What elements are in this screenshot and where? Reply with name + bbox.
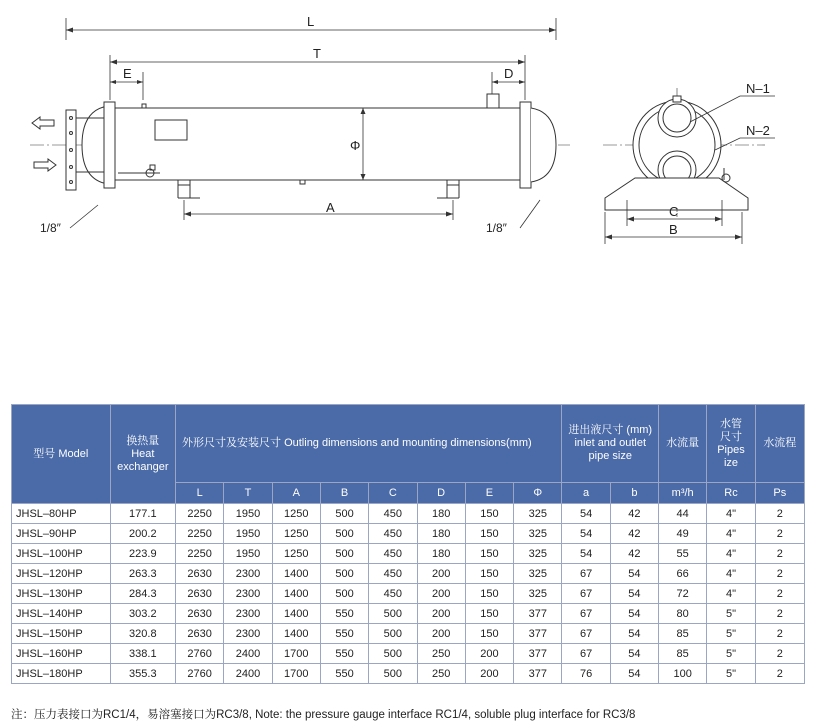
table-row: [12, 504, 805, 524]
table-cell: 67: [562, 624, 610, 644]
table-cell: 1950: [224, 504, 272, 524]
table-cell: 44: [659, 504, 707, 524]
table-row: [12, 604, 805, 624]
sub-header-cell: L: [176, 483, 224, 504]
sub-header-cell: Rc: [707, 483, 755, 504]
table-cell: 177.1: [110, 504, 175, 524]
table-cell: 54: [562, 524, 610, 544]
table-cell: 5": [707, 604, 755, 624]
model-cell: JHSL–150HP: [12, 624, 111, 644]
table-cell: 72: [659, 584, 707, 604]
model-cell: JHSL–80HP: [12, 504, 111, 524]
table-cell: 450: [369, 584, 417, 604]
table-cell: 2630: [176, 564, 224, 584]
table-cell: 2760: [176, 664, 224, 684]
table-cell: 1950: [224, 524, 272, 544]
table-cell: 500: [320, 564, 368, 584]
table-cell: 2: [755, 564, 804, 584]
sub-header-cell: a: [562, 483, 610, 504]
sub-header-cell: C: [369, 483, 417, 504]
table-cell: 2250: [176, 504, 224, 524]
table-cell: 5": [707, 664, 755, 684]
table-cell: 67: [562, 584, 610, 604]
table-cell: 180: [417, 524, 465, 544]
table-cell: 200: [417, 584, 465, 604]
table-cell: 49: [659, 524, 707, 544]
table-cell: 150: [465, 584, 513, 604]
table-cell: 320.8: [110, 624, 175, 644]
sub-header-cell: A: [272, 483, 320, 504]
table-cell: 250: [417, 644, 465, 664]
table-cell: 550: [320, 664, 368, 684]
table-cell: 2300: [224, 604, 272, 624]
label-N2: N–2: [746, 123, 770, 138]
table-cell: 150: [465, 564, 513, 584]
technical-drawing: [0, 0, 838, 250]
table-cell: 54: [610, 584, 658, 604]
table-cell: 2: [755, 524, 804, 544]
table-cell: 1950: [224, 544, 272, 564]
label-C: C: [669, 204, 679, 219]
table-cell: 550: [320, 644, 368, 664]
header-heat-line: Heat: [131, 447, 155, 460]
table-cell: 450: [369, 504, 417, 524]
table-cell: 2300: [224, 584, 272, 604]
header-heat-line: exchanger: [117, 460, 169, 473]
table-cell: 85: [659, 624, 707, 644]
table-cell: 2630: [176, 624, 224, 644]
table-cell: 5": [707, 644, 755, 664]
footnote: 注：压力表接口为RC1/4，易溶塞接口为RC3/8, Note: the pressure gauge interface RC1/4, soluble plug interface for RC3/8: [11, 709, 636, 721]
table-cell: 377: [514, 664, 562, 684]
table-cell: 1400: [272, 564, 320, 584]
table-cell: 4": [707, 564, 755, 584]
table-cell: 54: [562, 504, 610, 524]
header-pipe-line: ize: [723, 456, 738, 469]
table-row: [12, 544, 805, 564]
end-view: [603, 88, 775, 244]
table-cell: 500: [320, 584, 368, 604]
table-cell: 2: [755, 504, 804, 524]
table-cell: 2630: [176, 604, 224, 624]
table-cell: 450: [369, 564, 417, 584]
table-cell: 5": [707, 624, 755, 644]
table-cell: 550: [320, 624, 368, 644]
table-cell: 67: [562, 644, 610, 664]
table-cell: 76: [562, 664, 610, 684]
table-cell: 4": [707, 524, 755, 544]
table-cell: 500: [320, 544, 368, 564]
table-cell: 200.2: [110, 524, 175, 544]
header-water-process: 水流程: [755, 405, 804, 483]
table-cell: 1700: [272, 644, 320, 664]
label-N1: N–1: [746, 81, 770, 96]
header-inlet-line: inlet and outlet: [574, 437, 647, 449]
table-row: [12, 564, 805, 584]
table-cell: 4": [707, 584, 755, 604]
label-A: A: [326, 200, 335, 215]
sub-header-cell: b: [610, 483, 658, 504]
table-cell: 54: [610, 624, 658, 644]
table-cell: 4": [707, 504, 755, 524]
table-cell: 2: [755, 644, 804, 664]
table-cell: 200: [465, 664, 513, 684]
table-row: [12, 624, 805, 644]
sub-header-cell: m³/h: [659, 483, 707, 504]
model-cell: JHSL–160HP: [12, 644, 111, 664]
model-cell: JHSL–120HP: [12, 564, 111, 584]
header-water-flow: 水流量: [659, 405, 707, 483]
table-cell: 180: [417, 504, 465, 524]
table-cell: 1250: [272, 504, 320, 524]
table-cell: 150: [465, 504, 513, 524]
table-cell: 67: [562, 604, 610, 624]
table-cell: 450: [369, 544, 417, 564]
table-cell: 303.2: [110, 604, 175, 624]
side-view: [30, 18, 570, 228]
table-cell: 150: [465, 624, 513, 644]
header-dims: 外形尺寸及安装尺寸 Outling dimensions and mounting dimensions(mm): [176, 405, 562, 483]
table-cell: 180: [417, 544, 465, 564]
table-cell: 2250: [176, 524, 224, 544]
header-inlet-line: 进出液尺寸 (mm): [568, 424, 653, 436]
table-cell: 2: [755, 664, 804, 684]
model-cell: JHSL–100HP: [12, 544, 111, 564]
header-heat: [110, 405, 175, 504]
table-cell: 150: [465, 544, 513, 564]
table-cell: 284.3: [110, 584, 175, 604]
table-cell: 2: [755, 604, 804, 624]
table-cell: 54: [610, 564, 658, 584]
table-cell: 2760: [176, 644, 224, 664]
table-row: [12, 664, 805, 684]
table-cell: 42: [610, 504, 658, 524]
model-cell: JHSL–130HP: [12, 584, 111, 604]
table-cell: 4": [707, 544, 755, 564]
table-cell: 54: [610, 664, 658, 684]
sub-header-cell: D: [417, 483, 465, 504]
sub-header-cell: B: [320, 483, 368, 504]
table-cell: 377: [514, 624, 562, 644]
table-cell: 2400: [224, 644, 272, 664]
label-E: E: [123, 66, 132, 81]
header-heat-line: 换热量: [126, 434, 160, 447]
spec-table: [11, 404, 805, 684]
header-inlet: [562, 405, 659, 483]
table-cell: 1700: [272, 664, 320, 684]
table-cell: 2: [755, 584, 804, 604]
table-cell: 2: [755, 624, 804, 644]
table-cell: 500: [320, 524, 368, 544]
table-cell: 55: [659, 544, 707, 564]
table-cell: 325: [514, 544, 562, 564]
table-cell: 325: [514, 564, 562, 584]
table-cell: 2250: [176, 544, 224, 564]
table-cell: 325: [514, 504, 562, 524]
sub-header-cell: Ps: [755, 483, 804, 504]
table-cell: 150: [465, 604, 513, 624]
table-cell: 500: [369, 664, 417, 684]
header-water-pipe: [707, 405, 755, 483]
table-cell: 2400: [224, 664, 272, 684]
table-cell: 550: [320, 604, 368, 624]
table-cell: 377: [514, 644, 562, 664]
header-pipe-line: 尺寸: [719, 430, 742, 443]
model-cell: JHSL–180HP: [12, 664, 111, 684]
sub-header-cell: T: [224, 483, 272, 504]
header-pipe-line: Pipes: [717, 443, 745, 456]
table-cell: 200: [465, 644, 513, 664]
header-pipe-line: 水管: [719, 417, 742, 430]
table-cell: 2: [755, 544, 804, 564]
table-cell: 1400: [272, 624, 320, 644]
table-cell: 42: [610, 544, 658, 564]
table-cell: 338.1: [110, 644, 175, 664]
label-D: D: [504, 66, 514, 81]
table-cell: 54: [610, 604, 658, 624]
table-cell: 67: [562, 564, 610, 584]
table-cell: 54: [610, 644, 658, 664]
table-cell: 377: [514, 604, 562, 624]
label-B: B: [669, 222, 678, 237]
table-cell: 1400: [272, 584, 320, 604]
table-row: [12, 524, 805, 544]
table-cell: 1250: [272, 544, 320, 564]
table-cell: 80: [659, 604, 707, 624]
table-cell: 200: [417, 624, 465, 644]
table-cell: 2630: [176, 584, 224, 604]
model-cell: JHSL–90HP: [12, 524, 111, 544]
table-row: [12, 584, 805, 604]
table-cell: 355.3: [110, 664, 175, 684]
table-cell: 263.3: [110, 564, 175, 584]
label-pipe-left: 1/8″: [40, 221, 61, 235]
table-cell: 150: [465, 524, 513, 544]
table-cell: 200: [417, 564, 465, 584]
table-cell: 250: [417, 664, 465, 684]
table-cell: 54: [562, 544, 610, 564]
table-cell: 2300: [224, 564, 272, 584]
table-cell: 66: [659, 564, 707, 584]
table-cell: 85: [659, 644, 707, 664]
table-cell: 1250: [272, 524, 320, 544]
table-cell: 42: [610, 524, 658, 544]
label-T: T: [313, 46, 321, 61]
table-cell: 325: [514, 584, 562, 604]
table-cell: 223.9: [110, 544, 175, 564]
table-cell: 500: [369, 644, 417, 664]
table-cell: 1400: [272, 604, 320, 624]
table-cell: 500: [369, 624, 417, 644]
table-row: [12, 644, 805, 664]
header-model: 型号 Model: [12, 405, 111, 504]
table-cell: 450: [369, 524, 417, 544]
table-cell: 2300: [224, 624, 272, 644]
sub-header-cell: Φ: [514, 483, 562, 504]
table-cell: 325: [514, 524, 562, 544]
label-L: L: [307, 14, 315, 29]
table-cell: 500: [320, 504, 368, 524]
model-cell: JHSL–140HP: [12, 604, 111, 624]
table-cell: 500: [369, 604, 417, 624]
table-body: [12, 504, 805, 684]
label-phi: Φ: [350, 138, 361, 153]
table-cell: 200: [417, 604, 465, 624]
sub-header-cell: E: [465, 483, 513, 504]
table-cell: 100: [659, 664, 707, 684]
header-inlet-line: pipe size: [588, 450, 632, 462]
label-pipe-right: 1/8″: [486, 221, 507, 235]
